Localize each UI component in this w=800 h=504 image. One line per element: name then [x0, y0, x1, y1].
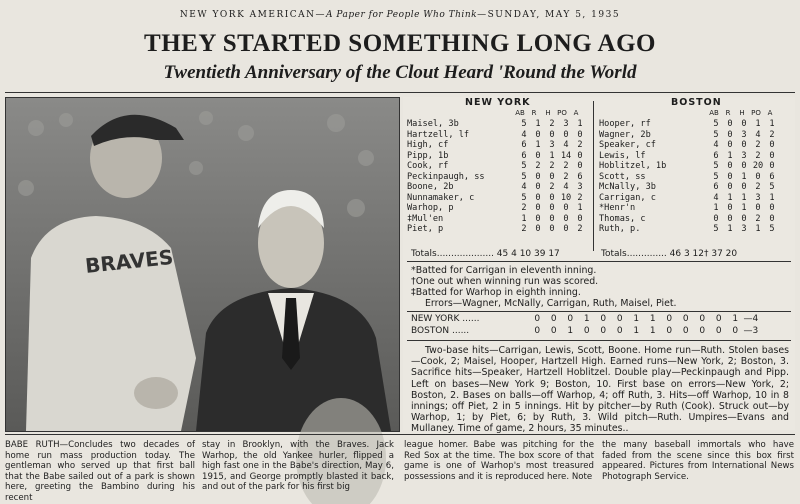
col-r: R	[531, 109, 537, 117]
col-a: A	[767, 109, 773, 117]
masthead	[0, 10, 800, 20]
inning-score: 0	[567, 314, 574, 324]
stat-cell: 4	[521, 129, 527, 140]
stat-cell: 4	[755, 129, 761, 140]
inning-score: 0	[600, 326, 607, 336]
stat-cell: 0	[535, 129, 541, 140]
inning-score: 1	[583, 314, 590, 324]
player-row	[407, 130, 587, 141]
linescore-team: BOSTON ......	[411, 326, 470, 336]
caption-column-1: BABE RUTH—Concludes two decades of home run mass production today. The gentleman who served up that first ball that the Babe sailed out of a park is shown here, greeting the Bambino during his recent	[5, 440, 195, 503]
stat-cell: 0	[769, 213, 775, 224]
stat-cell: 0	[769, 140, 775, 150]
stat-cell: 0	[535, 224, 541, 234]
col-po: PO	[751, 109, 761, 117]
boston-column-headers	[707, 109, 777, 117]
footnote: ‡Batted for Warhop in eighth inning.	[411, 287, 581, 298]
stat-cell: 2	[521, 224, 527, 234]
player-row	[407, 119, 587, 130]
boston-heading: BOSTON	[671, 97, 722, 108]
inning-score: 0	[616, 326, 623, 336]
linescore-total: —4	[743, 314, 759, 324]
stat-cell: 3	[755, 192, 761, 203]
stat-cell: 2	[535, 161, 541, 171]
inning-score: 0	[699, 326, 706, 336]
player-name: Hartzell, lf	[407, 129, 470, 140]
player-row	[599, 119, 779, 130]
new-york-totals: Totals.................... 45 4 10 39 17	[411, 249, 560, 259]
inning-score: 0	[600, 314, 607, 324]
stat-cell: 6	[713, 150, 719, 161]
player-row	[599, 130, 779, 141]
inning-score: 0	[550, 326, 557, 336]
stat-cell: 0	[563, 129, 569, 140]
player-row	[407, 172, 587, 183]
player-name: Hoblitzel, 1b	[599, 161, 667, 171]
stat-cell: 2	[549, 182, 555, 192]
stat-cell: 2	[755, 182, 761, 192]
stat-cell: 1	[755, 119, 761, 129]
player-name: Ruth, p.	[599, 224, 641, 234]
new-york-batting-table	[407, 119, 587, 235]
inning-score: 0	[682, 314, 689, 324]
stat-cell: 1	[727, 192, 733, 203]
stat-cell: 1	[727, 224, 733, 234]
stat-cell: 0	[769, 203, 775, 213]
player-row	[599, 151, 779, 162]
stat-cell: 2	[769, 129, 775, 140]
col-r: R	[725, 109, 731, 117]
stat-cell: 0	[535, 182, 541, 192]
stat-cell: 0	[741, 161, 747, 171]
stat-cell: 2	[577, 192, 583, 203]
player-name: Thomas, c	[599, 213, 646, 224]
stat-cell: 0	[727, 161, 733, 171]
player-row	[599, 214, 779, 225]
player-name: Warhop, p	[407, 203, 454, 213]
player-name: Nunnamaker, c	[407, 192, 475, 203]
stat-cell: 5	[713, 161, 719, 171]
stat-cell: 4	[713, 140, 719, 150]
player-row	[599, 161, 779, 172]
stat-cell: 2	[577, 224, 583, 234]
player-row	[407, 182, 587, 193]
stat-cell: 4	[713, 192, 719, 203]
inning-score: 1	[649, 314, 656, 324]
player-row	[407, 193, 587, 204]
linescore-total: —3	[743, 326, 759, 336]
news-photo	[5, 97, 400, 432]
stat-cell: 0	[549, 129, 555, 140]
stat-cell: 0	[769, 161, 775, 171]
footnote: †One out when winning run was scored.	[411, 276, 599, 287]
stat-cell: 0	[727, 182, 733, 192]
stat-cell: 2	[563, 161, 569, 171]
player-row	[407, 151, 587, 162]
stat-cell: 0	[769, 150, 775, 161]
stat-cell: 3	[577, 182, 583, 192]
stat-cell: 2	[549, 161, 555, 171]
player-name: Piet, p	[407, 224, 444, 234]
inning-score: 0	[666, 326, 673, 336]
stat-cell: 0	[535, 171, 541, 182]
top-rule	[5, 92, 795, 93]
stat-cell: 0	[727, 119, 733, 129]
masthead-tagline: A Paper for People Who Think	[326, 10, 478, 20]
inning-score: 1	[567, 326, 574, 336]
inning-score: 0	[699, 314, 706, 324]
game-summary: Two-base hits—Carrigan, Lewis, Scott, Boone. Home run—Ruth. Stolen bases—Cook, 2; Maisel, Hooper, Hartzell High. Earned runs—New York, 2; Boston, 3. Sacrifice hits—Speaker, Hartzell Hoblitzel. Double play—Peckinpaugh and Pipp. Left on bases—New York 9; Boston, 10. First base on errors—New York, 2; Boston, 2. Bases on balls—off Warhop, 4; off Ruth, 3. Hits—off Warhop, 10 in 8 innings; off Piet, 2 in 5 innings. Hit by pitcher—by Ruth (Cook). Struck out—by Warhop, 1; by Piet, 6; by Ruth, 3. Wild pitch—Ruth. Umpires—Evans and Mullaney. Time of game, 2 hours, 35 minutes..	[411, 345, 789, 435]
inning-score: 0	[682, 326, 689, 336]
new-york-heading: NEW YORK	[465, 97, 531, 108]
stat-cell: 1	[741, 203, 747, 213]
player-name: Cook, rf	[407, 161, 449, 171]
col-ab: AB	[709, 109, 719, 117]
summary-rule	[407, 340, 791, 341]
linescore-new-york	[411, 314, 758, 324]
player-name: Scott, ss	[599, 171, 646, 182]
stat-cell: 0	[577, 213, 583, 224]
stat-cell: 0	[727, 213, 733, 224]
inning-score: 0	[583, 326, 590, 336]
stat-cell: 0	[549, 224, 555, 234]
stat-cell: 14	[560, 150, 572, 161]
inning-score: 1	[633, 314, 640, 324]
inning-score: 0	[715, 326, 722, 336]
stat-cell: 0	[549, 192, 555, 203]
stat-cell: 4	[521, 182, 527, 192]
player-row	[407, 203, 587, 214]
inning-score: 0	[534, 314, 541, 324]
stat-cell: 3	[563, 119, 569, 129]
player-row	[599, 182, 779, 193]
stat-cell: 3	[741, 150, 747, 161]
inning-score: 0	[616, 314, 623, 324]
col-ab: AB	[515, 109, 525, 117]
player-row	[599, 203, 779, 214]
player-row	[599, 224, 779, 235]
inning-score: 1	[649, 326, 656, 336]
subheadline: Twentieth Anniversary of the Clout Heard 'Round the World	[163, 62, 637, 83]
inning-score: 0	[715, 314, 722, 324]
stat-cell: 0	[741, 213, 747, 224]
stat-cell: 1	[769, 119, 775, 129]
col-po: PO	[557, 109, 567, 117]
stat-cell: 0	[755, 171, 761, 182]
stat-cell: 0	[535, 203, 541, 213]
stat-cell: 1	[713, 203, 719, 213]
jersey-lettering: BRAVES	[84, 244, 175, 278]
stat-cell: 0	[727, 140, 733, 150]
stat-cell: 1	[577, 203, 583, 213]
stat-cell: 6	[521, 150, 527, 161]
stat-cell: 4	[563, 182, 569, 192]
stat-cell: 0	[741, 119, 747, 129]
player-row	[407, 140, 587, 151]
stat-cell: 0	[713, 213, 719, 224]
stat-cell: 5	[713, 171, 719, 182]
stat-cell: 6	[521, 140, 527, 150]
player-name: Maisel, 3b	[407, 119, 459, 129]
stat-cell: 0	[727, 171, 733, 182]
player-name: *Henr'n	[599, 203, 636, 213]
totals-label: Totals	[411, 249, 437, 259]
stat-cell: 0	[549, 203, 555, 213]
caption-column-3: league homer. Babe was pitching for the Red Sox at the time. The box score of that game is one of Warhop's most treasured possessions and it is reproduced here. Note	[404, 440, 594, 482]
inning-score: 0	[534, 326, 541, 336]
boston-totals: Totals.............. 46 3 12† 37 20	[601, 249, 738, 259]
new-york-column-headers	[513, 109, 583, 117]
stat-cell: 1	[769, 192, 775, 203]
stat-cell: 0	[577, 129, 583, 140]
stat-cell: 2	[563, 171, 569, 182]
stat-cell: 1	[535, 140, 541, 150]
stat-cell: 1	[577, 119, 583, 129]
stat-cell: 5	[713, 224, 719, 234]
stat-cell: 0	[563, 213, 569, 224]
player-row	[407, 224, 587, 235]
player-name: Peckinpaugh, ss	[407, 171, 485, 182]
stat-cell: 2	[577, 140, 583, 150]
player-name: Wagner, 2b	[599, 129, 651, 140]
stat-cell: 1	[741, 171, 747, 182]
stat-cell: 4	[563, 140, 569, 150]
stat-cell: 0	[563, 203, 569, 213]
stat-cell: 0	[563, 224, 569, 234]
stat-cell: 2	[521, 203, 527, 213]
stat-cell: 1	[741, 192, 747, 203]
stat-cell: 0	[741, 182, 747, 192]
col-h: H	[739, 109, 745, 117]
masthead-paper: NEW YORK AMERICAN—	[179, 10, 327, 20]
totals-values: 46 3 12† 37 20	[669, 249, 738, 259]
stat-cell: 3	[741, 224, 747, 234]
stat-cell: 2	[755, 213, 761, 224]
stat-cell: 0	[535, 150, 541, 161]
player-name: Boone, 2b	[407, 182, 454, 192]
stat-cell: 2	[755, 150, 761, 161]
stat-cell: 5	[769, 224, 775, 234]
totals-rule	[407, 261, 791, 262]
stat-cell: 0	[727, 129, 733, 140]
stat-cell: 0	[755, 203, 761, 213]
footnotes	[411, 265, 677, 309]
stat-cell: 5	[769, 182, 775, 192]
stat-cell: 5	[521, 192, 527, 203]
totals-label: Totals	[601, 249, 627, 259]
inning-score: 0	[550, 314, 557, 324]
stat-cell: 5	[521, 161, 527, 171]
stat-cell: 0	[549, 171, 555, 182]
player-name: McNally, 3b	[599, 182, 656, 192]
headline: THEY STARTED SOMETHING LONG AGO	[144, 30, 656, 57]
totals-values: 45 4 10 39 17	[496, 249, 560, 259]
caption-column-4: the many baseball immortals who have faded from the scene since this box first appeared. Pictures from International News Photograph Service.	[602, 440, 794, 482]
player-name: Hooper, rf	[599, 119, 651, 129]
stat-cell: 5	[713, 119, 719, 129]
stat-cell: 1	[521, 213, 527, 224]
linescore-team: NEW YORK ......	[411, 314, 480, 324]
stat-cell: 2	[755, 140, 761, 150]
stat-cell: 3	[741, 129, 747, 140]
stat-cell: 5	[521, 171, 527, 182]
stat-cell: 1	[535, 119, 541, 129]
stat-cell: 5	[713, 129, 719, 140]
player-name: Speaker, cf	[599, 140, 656, 150]
stat-cell: 0	[577, 150, 583, 161]
masthead-date: —SUNDAY, MAY 5, 1935	[477, 10, 621, 20]
stat-cell: 0	[741, 140, 747, 150]
stat-cell: 1	[755, 224, 761, 234]
stat-cell: 6	[577, 171, 583, 182]
player-name: Pipp, 1b	[407, 150, 449, 161]
boston-batting-table	[599, 119, 779, 235]
stat-cell: 0	[577, 161, 583, 171]
player-name: Lewis, lf	[599, 150, 646, 161]
player-row	[599, 140, 779, 151]
stat-cell: 6	[713, 182, 719, 192]
stat-cell: 6	[769, 171, 775, 182]
col-h: H	[545, 109, 551, 117]
stat-cell: 20	[752, 161, 764, 171]
inning-score: 0	[732, 326, 739, 336]
stat-cell: 1	[549, 150, 555, 161]
linescore-rule	[407, 311, 791, 312]
player-name: ‡Mul'en	[407, 213, 444, 224]
stat-cell: 5	[521, 119, 527, 129]
caption-column-2: stay in Brooklyn, with the Braves. Jack Warhop, the old Yankee hurler, flipped a high fast one in the Babe's direction, May 6, 1915, and George promptly blasted it back, and out of the park for his first big	[202, 440, 394, 493]
stat-cell: 0	[549, 213, 555, 224]
stat-cell: 2	[549, 119, 555, 129]
inning-score: 1	[633, 326, 640, 336]
player-row	[407, 161, 587, 172]
col-a: A	[573, 109, 579, 117]
stat-cell: 3	[549, 140, 555, 150]
team-divider	[593, 101, 594, 251]
caption-rule	[5, 434, 795, 435]
stat-cell: 0	[535, 213, 541, 224]
stat-cell: 0	[727, 203, 733, 213]
footnote: *Batted for Carrigan in eleventh inning.	[411, 265, 597, 276]
stat-cell: 10	[560, 192, 572, 203]
stat-cell: 0	[535, 192, 541, 203]
linescore-boston	[411, 326, 758, 336]
player-row	[407, 214, 587, 225]
inning-score: 1	[732, 314, 739, 324]
player-name: Carrigan, c	[599, 192, 656, 203]
box-score	[403, 97, 795, 435]
inning-score: 0	[666, 314, 673, 324]
player-row	[599, 172, 779, 183]
player-name: High, cf	[407, 140, 449, 150]
player-row	[599, 193, 779, 204]
stat-cell: 1	[727, 150, 733, 161]
errors-line: Errors—Wagner, McNally, Carrigan, Ruth, Maisel, Piet.	[425, 298, 677, 309]
